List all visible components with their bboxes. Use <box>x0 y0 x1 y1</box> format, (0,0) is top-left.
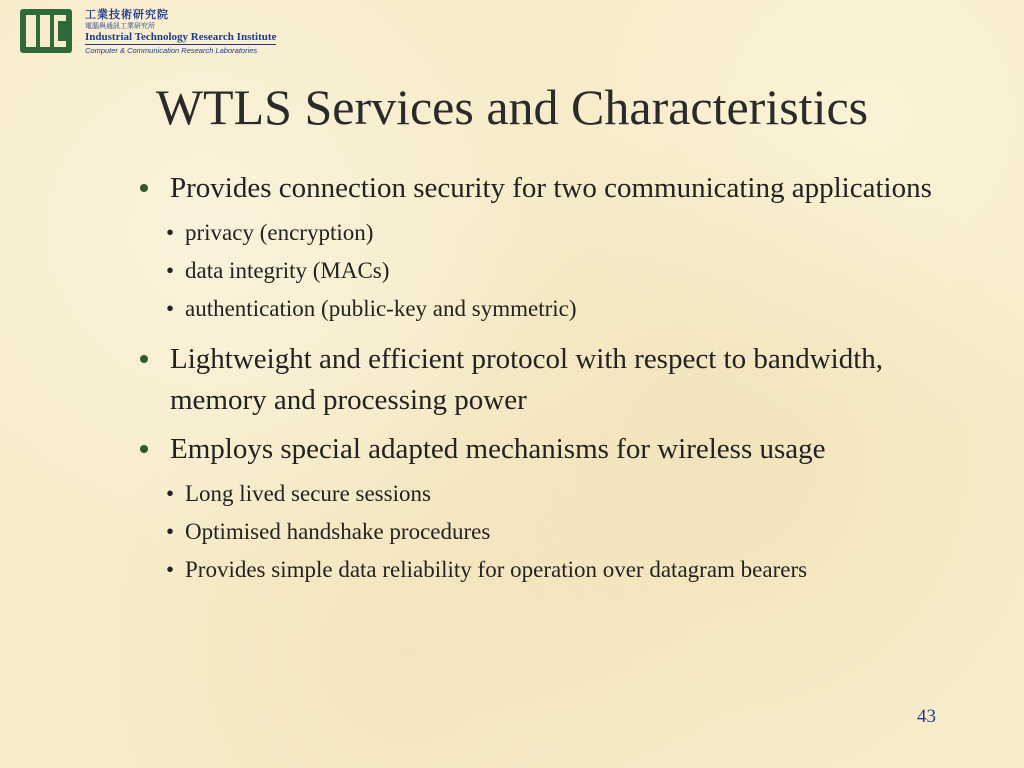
bullet-dot-icon <box>140 184 148 192</box>
slide-content <box>140 168 940 586</box>
header-lab-name: Computer & Communication Research Laboratories <box>85 46 258 55</box>
header-institute-name: Industrial Technology Research Institute <box>85 31 277 43</box>
bullet-dot-icon <box>140 445 148 453</box>
sub-bullet-item <box>140 293 940 325</box>
sub-bullet-item <box>140 478 940 510</box>
sub-bullet-item <box>140 255 940 287</box>
sub-bullet-icon: • <box>166 296 175 321</box>
sub-bullet-icon: • <box>166 557 175 582</box>
page-number: 43 <box>917 706 936 727</box>
itri-logo <box>20 9 72 53</box>
bullet-text: Employs special adapted mechanisms for wireless usage <box>170 433 826 465</box>
sub-bullet-text: authentication (public-key and symmetric) <box>185 296 577 321</box>
sub-bullet-item <box>140 554 940 586</box>
bullet-text: Lightweight and efficient protocol with respect to bandwidth, memory and processing power <box>170 343 884 416</box>
sub-bullet-icon: • <box>166 481 175 506</box>
sub-bullet-icon: • <box>166 220 175 245</box>
sub-bullet-icon: • <box>166 258 175 283</box>
bullet-item <box>140 339 940 421</box>
sub-bullet-item <box>140 217 940 249</box>
bullet-dot-icon <box>140 355 148 363</box>
sub-bullet-item <box>140 516 940 548</box>
slide-title: WTLS Services and Characteristics <box>155 79 869 135</box>
header-zh-subtitle: 電腦與通訊工業研究所 <box>85 22 155 30</box>
sub-bullet-text: privacy (encryption) <box>185 220 374 245</box>
sub-bullet-text: Long lived secure sessions <box>185 481 431 506</box>
bullet-item <box>140 429 940 470</box>
header-zh-title: 工業技術研究院 <box>85 9 169 21</box>
sub-bullet-text: data integrity (MACs) <box>185 258 390 283</box>
sub-bullet-text: Provides simple data reliability for operation over datagram bearers <box>185 557 808 582</box>
sub-bullet-text: Optimised handshake procedures <box>185 519 491 544</box>
sub-bullet-icon: • <box>166 519 175 544</box>
bullet-text: Provides connection security for two communicating applications <box>170 172 932 204</box>
bullet-item <box>140 168 940 209</box>
